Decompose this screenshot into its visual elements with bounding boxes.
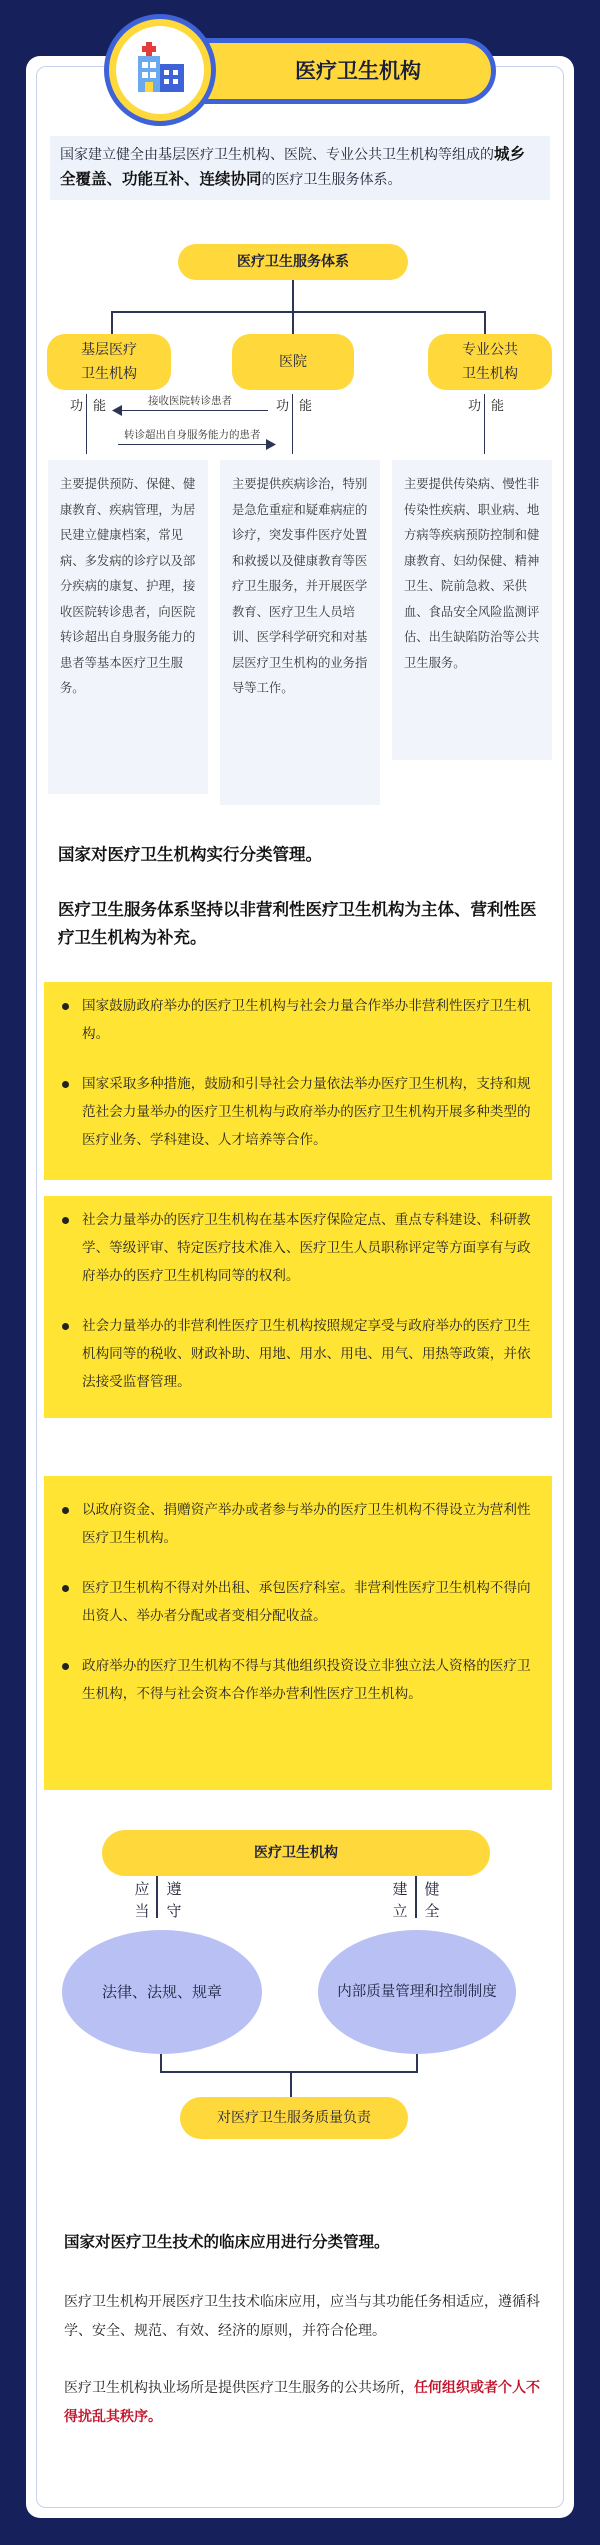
intro-part2: 的医疗卫生服务体系。 [261,172,402,188]
ellipse-laws: 法律、法规、规章 [62,1930,262,2054]
policy-box-1 [44,982,552,1180]
heading-classification: 国家对医疗卫生机构实行分类管理。 [58,845,322,864]
verb-char: 当 [134,1902,150,1920]
para-normal-text: 医疗卫生机构执业场所是提供医疗卫生服务的公共场所， [64,2380,414,2396]
arrow-line [118,444,268,445]
para-clinical-application: 医疗卫生机构开展医疗卫生技术临床应用，应当与其功能任务相适应，遵循科学、安全、规范、有效、经济的原则，并符合伦理。 [64,2294,540,2339]
diagram-bottom: 对医疗卫生服务质量负责 [180,2097,408,2139]
list-item: 国家采取多种措施，鼓励和引导社会力量依法举办医疗卫生机构，支持和规范社会力量举办的医疗卫生机构与政府举办的医疗卫生机构开展多种类型的医疗业务、学科建设、人才培养等合作。 [60,1070,536,1154]
list-item: 国家鼓励政府举办的医疗卫生机构与社会力量合作举办非营利性医疗卫生机构。 [60,992,536,1048]
func-label: 能 [93,399,107,414]
heading-technology: 国家对医疗卫生技术的临床应用进行分类管理。 [64,2233,390,2251]
connector [156,1876,158,1918]
connector [160,2054,162,2072]
node-hospital [232,334,354,390]
hospital-icon [132,40,190,98]
list-item: 医疗卫生机构不得对外出租、承包医疗科室。非营利性医疗卫生机构不得向出资人、举办者分配或者变相分配收益。 [60,1574,536,1630]
arrow-label-receive: 接收医院转诊患者 [148,395,232,407]
node-label: 专业公共 [462,342,518,358]
verb-char: 建 [392,1880,408,1898]
func-label: 能 [491,399,505,414]
list-item: 政府举办的医疗卫生机构不得与其他组织投资设立非独立法人资格的医疗卫生机构，不得与社会资本合作举办营利性医疗卫生机构。 [60,1652,536,1708]
page-title: 医疗卫生机构 [295,59,421,83]
func-divider [484,394,485,454]
list-item: 社会力量举办的非营利性医疗卫生机构按照规定享受与政府举办的医疗卫生机构同等的税收、财政补助、用地、用水、用电、用气、用热等政策，并依法接受监督管理。 [60,1312,536,1396]
connector [292,311,294,335]
system-title: 医疗卫生服务体系 [178,244,408,280]
func-label: 功 [276,399,290,414]
func-label: 功 [70,399,84,414]
card-public-health: 主要提供传染病、慢性非传染性疾病、职业病、地方病等疾病预防控制和健康教育、妇幼保健、精神卫生、院前急救、采供血、食品安全风险监测评估、出生缺陷防治等公共卫生服务。 [392,460,552,760]
intro-bold: 城乡全覆盖、功能互补、连续协同 [60,145,526,188]
intro-part1: 国家建立健全由基层医疗卫生机构、医院、专业公共卫生机构等组成的 [60,147,494,163]
card-hospital: 主要提供疾病诊治，特别是急危重症和疑难病症的诊疗，突发事件医疗处置和救援以及健康教育等医疗卫生服务，并开展医学教育、医疗卫生人员培训、医学科学研究和对基层医疗卫生机构的业务指导等工作。 [220,460,380,805]
connector [111,311,113,335]
node-public-health [428,334,552,390]
connector [292,280,294,312]
verb-char: 立 [392,1902,408,1920]
connector [415,1876,417,1918]
policy-box-2 [44,1196,552,1418]
arrow-right-icon [266,439,276,450]
policy-box-3 [44,1476,552,1790]
verb-char: 遵 [166,1880,182,1898]
connector [290,2071,292,2097]
verb-char: 全 [424,1902,440,1920]
arrow-label-refer: 转诊超出自身服务能力的患者 [124,429,261,441]
func-label: 能 [299,399,313,414]
connector [484,311,486,335]
func-divider [86,394,87,454]
func-divider [292,394,293,454]
arrow-line [118,410,268,411]
para-public-place [64,2374,544,2432]
para-highlight-text: 任何组织或者个人不得扰乱其秩序。 [64,2380,540,2425]
ellipse-internal-control: 内部质量管理和控制制度 [318,1930,516,2054]
verb-char: 守 [166,1902,182,1920]
node-label: 卫生机构 [81,366,137,382]
func-label: 功 [468,399,482,414]
verb-char: 健 [424,1880,440,1898]
connector [416,2054,418,2072]
arrow-left-icon [112,405,122,416]
node-label: 卫生机构 [462,366,518,382]
list-item: 社会力量举办的医疗卫生机构在基本医疗保险定点、重点专科建设、科研教学、等级评审、特定医疗技术准入、医疗卫生人员职称评定等方面享有与政府举办的医疗卫生机构同等的权利。 [60,1206,536,1290]
node-primary-care [47,334,171,390]
card-primary-care: 主要提供预防、保健、健康教育、疾病管理，为居民建立健康档案，常见病、多发病的诊疗以及部分疾病的康复、护理，接收医院转诊患者，向医院转诊超出自身服务能力的患者等基本医疗卫生服务。 [48,460,208,794]
node-label: 基层医疗 [81,342,137,358]
heading-nonprofit-main: 医疗卫生服务体系坚持以非营利性医疗卫生机构为主体、营利性医疗卫生机构为补充。 [58,900,537,947]
verb-char: 应 [134,1880,150,1898]
diagram-title: 医疗卫生机构 [102,1830,490,1876]
node-label: 医院 [279,354,307,370]
list-item: 以政府资金、捐赠资产举办或者参与举办的医疗卫生机构不得设立为营利性医疗卫生机构。 [60,1496,536,1552]
intro-text [50,136,550,200]
connector [111,311,485,313]
connector [160,2071,418,2073]
